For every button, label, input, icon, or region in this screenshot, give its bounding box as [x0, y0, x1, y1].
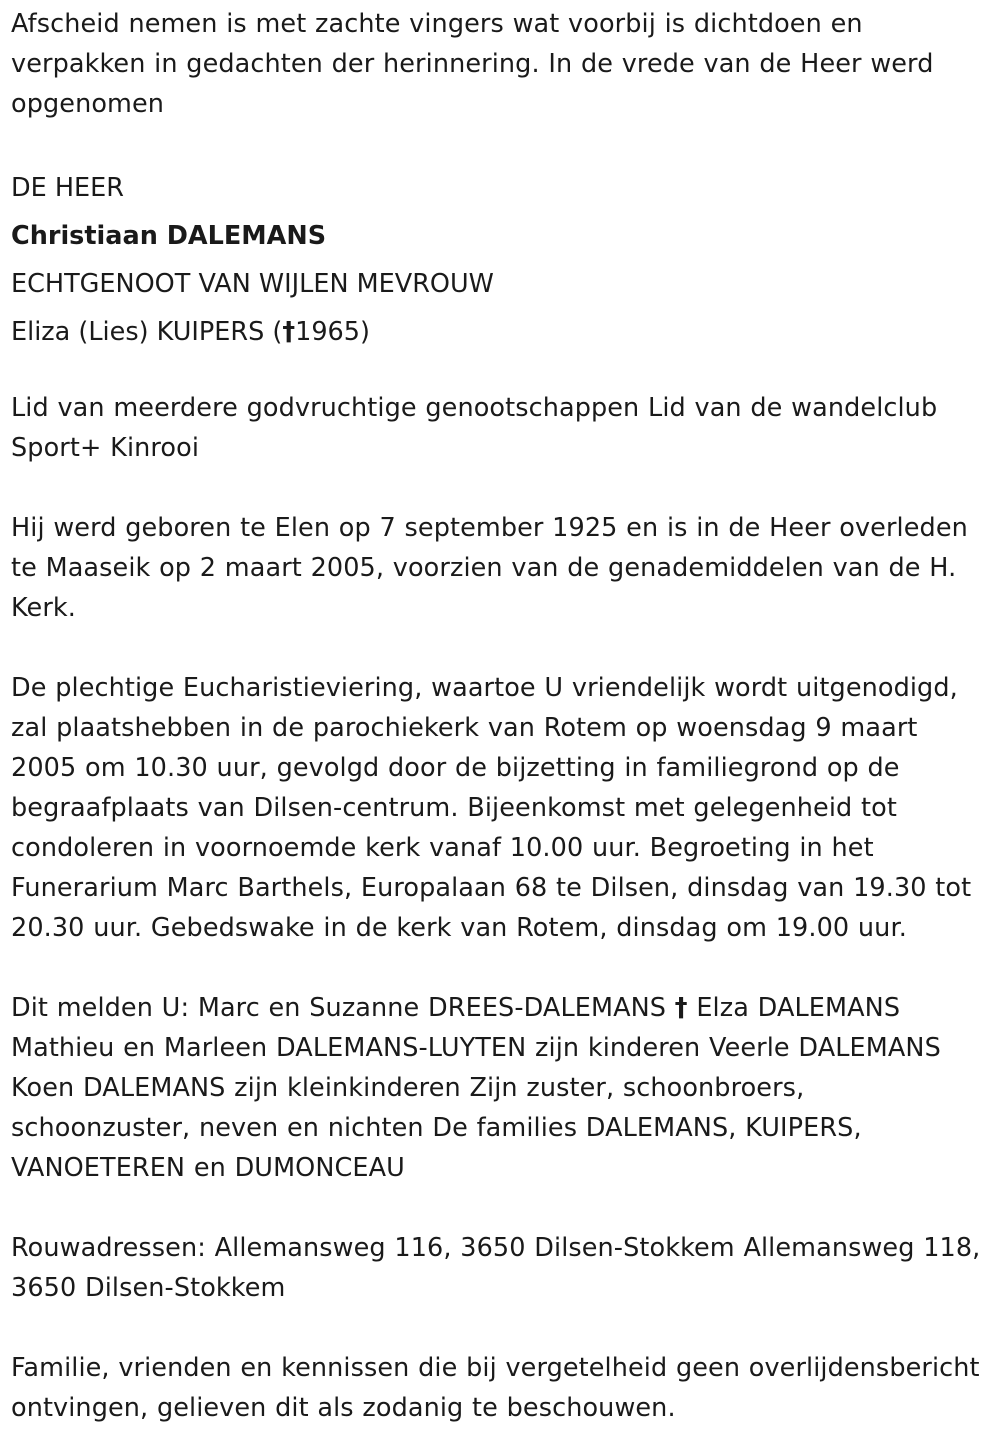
family-text — [11, 988, 988, 1188]
spacer — [11, 124, 988, 164]
intro-text: Afscheid nemen is met zachte vingers wat voorbij is dichtdoen en verpakken in gedachten der herinnering. In de vrede van de Heer werd opgenomen — [11, 9, 934, 119]
spouse-relation: ECHTGENOOT VAN WIJLEN MEVROUW — [11, 269, 494, 299]
cross-icon: † — [282, 317, 296, 347]
family-part-2: Elza DALEMANS Mathieu en Marleen DALEMANS-LUYTEN zijn kinderen Veerle DALEMANS Koen DALEMANS zijn kleinkinderen Zijn zuster, schoonbroers, schoonzuster, neven en nichten De families DALEMANS, KUIPERS, VANOETEREN en DUMONCEAU — [11, 993, 941, 1183]
memberships-text: Lid van meerdere godvruchtige genootschappen Lid van de wandelclub Sport+ Kinrooi — [11, 393, 938, 463]
closing-text: Familie, vrienden en kennissen die bij vergetelheid geen overlijdensbericht ontvingen, gelieven dit als zodanig te beschouwen. — [11, 1353, 980, 1423]
spacer — [11, 948, 988, 988]
spacer — [11, 356, 988, 388]
deceased-name: Christiaan DALEMANS — [11, 221, 327, 251]
addresses-text: Rouwadressen: Allemansweg 116, 3650 Dilsen-Stokkem Allemansweg 118, 3650 Dilsen-Stokkem — [11, 1233, 981, 1303]
ceremony-text: De plechtige Eucharistieviering, waartoe U vriendelijk wordt uitgenodigd, zal plaatshebben in de parochiekerk van Rotem op woensdag 9 maart 2005 om 10.30 uur, gevolgd door de bijzetting in familiegrond op de begraafplaats van Dilsen-centrum. Bijeenkomst met gelegenheid tot condoleren in voornoemde kerk vanaf 10.00 uur. Begroeting in het Funerarium Marc Barthels, Europalaan 68 te Dilsen, dinsdag van 19.30 tot 20.30 uur. Gebedswake in de kerk van Rotem, dinsdag om 19.00 uur. — [11, 673, 972, 943]
spacer — [11, 1188, 988, 1228]
spouse-line — [11, 308, 988, 356]
spacer — [11, 1308, 988, 1348]
spacer — [11, 468, 988, 508]
deceased-title: DE HEER — [11, 173, 124, 203]
family-part-1: Dit melden U: Marc en Suzanne DREES-DALEMANS — [11, 993, 675, 1023]
spacer — [11, 628, 988, 668]
cross-icon: † — [674, 993, 688, 1023]
spouse-year: 1965) — [295, 317, 370, 347]
birth-death-text: Hij werd geboren te Elen op 7 september 1925 en is in de Heer overleden te Maaseik op 2 maart 2005, voorzien van de genademiddelen van de H. Kerk. — [11, 513, 968, 623]
spouse-name: Eliza (Lies) KUIPERS ( — [11, 317, 283, 347]
